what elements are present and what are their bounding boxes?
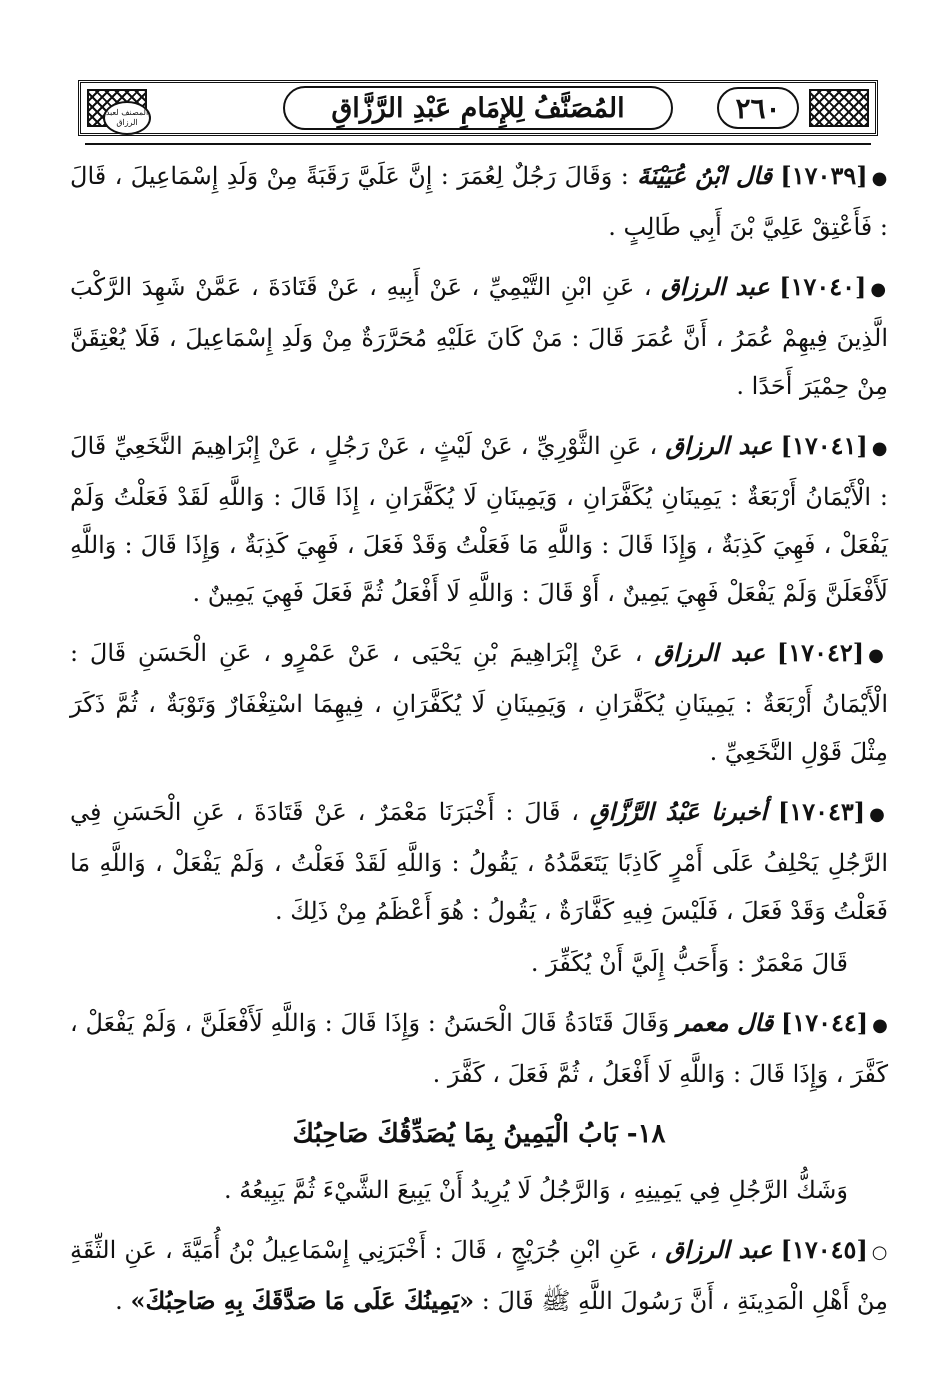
ornament-right (809, 89, 869, 127)
seal-text: المصنف لعبد الرزاق (105, 108, 149, 127)
hadith-entry (70, 152, 888, 251)
entry-number: [١٧٠٤٢] (776, 638, 865, 667)
entry-number: [١٧٠٤٤] (780, 1008, 869, 1037)
bullet-filled: ● (869, 804, 889, 825)
entry-number: [١٧٠٤٣] (777, 797, 866, 826)
entry-narrator: عبد الرزاق (654, 638, 766, 667)
entry-narrator: أخبرنا عَبْدُ الرَّزَّاقِ (589, 797, 768, 826)
entry-narrator: قال ابْنُ عُيَيْنَةَ (637, 161, 773, 190)
entry-narrator: عبد الرزاق (661, 272, 770, 301)
entry-text: ، عَنْ إِبْرَاهِيمَ بْنِ يَحْيَى ، عَنْ عَمْرٍو ، عَنِ الْحَسَنِ قَالَ : الْأَيْمَانُ أَرْبَعَةٌ : يَمِينَانِ يُكَفَّرَانِ ، وَيَمِينَانِ لَا يُكَفَّرَانِ ، فِيهِمَا اسْتِغْفَارٌ وَتَوْبَةٌ ، ثُمَّ ذَكَرَ مِثْلَ قَوْلِ النَّخَعِيِّ . (70, 639, 888, 766)
page-header (78, 80, 878, 136)
entry-narrator: قال معمر (677, 1008, 774, 1037)
bullet-filled: ● (868, 645, 888, 666)
page-number-box (717, 87, 799, 129)
entry-note (70, 939, 888, 987)
hadith-entry (70, 788, 888, 935)
bullet-filled: ● (870, 279, 888, 300)
book-title-cartouche (283, 86, 672, 130)
chapter-subtitle (70, 1166, 888, 1214)
ornament-left (87, 89, 147, 127)
note-text: قَالَ مَعْمَرٌ : وَأَحَبُّ إِلَيَّ أَنْ يُكَفِّرَ . (530, 949, 848, 977)
entry-narrator: عبد الرزاق (665, 1235, 773, 1264)
hadith-entry (70, 1226, 888, 1325)
entry-text: ، عَنِ ابْنِ جُرَيْجٍ ، قَالَ : أَخْبَرَنِي إِسْمَاعِيلُ بْنُ أُمَيَّةَ ، عَنِ الثِّقَةِ مِنْ أَهْلِ الْمَدِينَةِ ، أَنَّ رَسُولَ اللَّهِ ﷺ قَالَ : (70, 1236, 888, 1315)
book-title: المُصَنَّفُ لِلإِمَامِ عَبْدِ الرَّزَّاقِ (331, 92, 625, 124)
bullet-filled: ● (871, 438, 888, 459)
entry-number: [١٧٠٣٩] (780, 161, 868, 190)
bullet-hollow: ○ (871, 1242, 888, 1263)
chapter-heading: ١٨- بَابُ الْيَمِينُ بِمَا يُصَدِّقُكَ صَاحِبُكَ (292, 1119, 666, 1149)
entry-narrator: عبد الرزاق (665, 431, 773, 460)
entry-text: ، قَالَ : أَخْبَرَنَا مَعْمَرٌ ، عَنْ قَتَادَةَ ، عَنِ الْحَسَنِ فِي الرَّجُلِ يَحْلِفُ عَلَى أَمْرٍ كَاذِبًا يَتَعَمَّدُهُ ، يَقُولُ : وَاللَّهِ لَقَدْ فَعَلْتُ ، وَلَمْ يَفْعَلْ ، وَاللَّهِ مَا فَعَلْتُ وَقَدْ فَعَلَ ، فَلَيْسَ فِيهِ كَفَّارَةٌ ، يَقُولُ : هُوَ أَعْظَمُ مِنْ ذَلِكَ . (70, 798, 888, 925)
hadith-entry (70, 422, 888, 617)
entry-text: ، عَنِ ابْنِ التَّيْمِيِّ ، عَنْ أَبِيهِ ، عَنْ قَتَادَةَ ، عَمَّنْ شَهِدَ الرَّكْبَ الَّذِينَ فِيهِمْ عُمَرُ ، أَنَّ عُمَرَ قَالَ : مَنْ كَانَ عَلَيْهِ مُحَرَّرَةٌ مِنْ وَلَدِ إِسْمَاعِيلَ ، فَلَا يُعْتِقَنَّ مِنْ حِمْيَرَ أَحَدًا . (70, 273, 888, 400)
page-body (70, 152, 888, 1337)
bullet-filled: ● (872, 1015, 888, 1036)
hadith-entry (70, 629, 888, 776)
bullet-filled: ● (871, 168, 889, 189)
publisher-seal (103, 101, 151, 135)
chapter-subtitle-text: وَشَكُّ الرَّجُلِ فِي يَمِينِهِ ، وَالرَّجُلُ لَا يُرِيدُ أَنْ يَبِيعَ الشَّيْءَ ثُمَّ يَبِيعُهُ . (224, 1176, 848, 1204)
entry-number: [١٧٠٤٥] (780, 1235, 868, 1264)
page-number: ٢٦٠ (735, 91, 781, 125)
entry-number: [١٧٠٤١] (780, 431, 868, 460)
hadith-entry (70, 263, 888, 410)
entry-text: وَقَالَ قَتَادَةُ قَالَ الْحَسَنُ : وَإِذَا قَالَ : وَاللَّهِ لَأَفْعَلَنَّ ، وَلَمْ يَفْعَلْ ، كَفَّرَ ، وَإِذَا قَالَ : وَاللَّهِ لَا أَفْعَلُ ، ثُمَّ فَعَلَ ، كَفَّرَ . (70, 1009, 888, 1088)
hadith-entry (70, 999, 888, 1098)
entry-text: : وَقَالَ رَجُلٌ لِعُمَرَ : إِنَّ عَلَيَّ رَقَبَةً مِنْ وَلَدِ إِسْمَاعِيلَ ، قَالَ : فَأَعْتِقْ عَلِيَّ بْنَ أَبِي طَالِبٍ . (70, 162, 888, 241)
entry-number: [١٧٠٤٠] (779, 272, 867, 301)
entry-text-end: . (115, 1287, 123, 1315)
prophetic-quote: «يَمِينُكَ عَلَى مَا صَدَّقَكَ بِهِ صَاحِبُكَ» (130, 1286, 475, 1315)
entry-text: ، عَنِ الثَّوْرِيِّ ، عَنْ لَيْثٍ ، عَنْ رَجُلٍ ، عَنْ إِبْرَاهِيمَ النَّخَعِيِّ قَالَ : الْأَيْمَانُ أَرْبَعَةٌ : يَمِينَانِ يُكَفَّرَانِ ، وَيَمِينَانِ لَا يُكَفَّرَانِ ، إِذَا قَالَ : وَاللَّهِ لَقَدْ فَعَلْتُ وَلَمْ يَفْعَلْ ، فَهِيَ كَذِبَةٌ ، وَإِذَا قَالَ : وَاللَّهِ مَا فَعَلْتُ وَقَدْ فَعَلَ ، فَهِيَ كَذِبَةٌ ، وَإِذَا قَالَ : وَاللَّهِ لَأَفْعَلَنَّ وَلَمْ يَفْعَلْ فَهِيَ يَمِينٌ ، أَوْ قَالَ : وَاللَّهِ لَا أَفْعَلُ ثُمَّ فَعَلَ فَهِيَ يَمِينٌ . (70, 432, 888, 607)
